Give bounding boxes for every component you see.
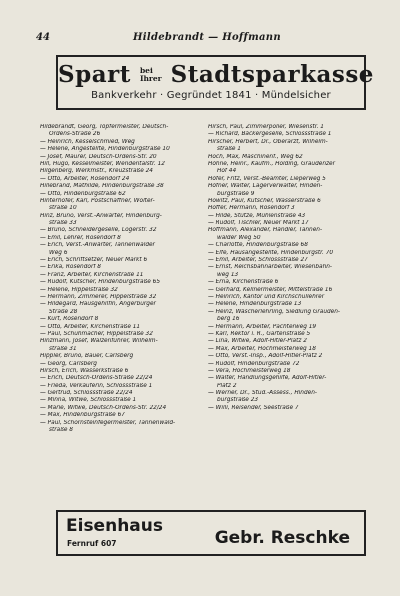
directory-entry: — Frieda, Verkäuferin, Schlossstraße 1 xyxy=(40,382,153,389)
directory-entry: Hoffer, Hermann, Rosendorf 3 xyxy=(208,205,295,212)
ad-small-ihrer: Ihrer xyxy=(139,73,162,83)
directory-entry: — Paul, Schornsteinfegermeister, Tannenwald- xyxy=(40,419,176,426)
directory-entry: — Heinrich, Kesselschmied, Weg xyxy=(40,138,135,145)
directory-entry: — Lina, Witwe, Adolf-Hitler-Platz 2 xyxy=(208,338,307,345)
directory-entry: Hinterhofer, Karl, Postschaffner, Wolter- xyxy=(40,197,155,204)
directory-entry: Hirscher, Herbert, Dr., Oberarzt, Wilhelm- xyxy=(208,138,328,145)
directory-entry-continuation: straße 31 xyxy=(49,345,77,352)
directory-entry: — Rudolf, Hindenburgstraße 72 xyxy=(208,360,300,367)
directory-entry: Höfer, Fritz, Verst.-Beamter, Lieperweg 5 xyxy=(208,175,326,182)
directory-entry-continuation: straße 10 xyxy=(49,205,77,212)
stadtsparkasse-advertisement xyxy=(56,55,374,110)
directory-entry: — Otto, Hindenburgstraße 62 xyxy=(40,190,126,197)
directory-entry: Hoch, Max, Maschinenf., Weg 62 xyxy=(208,153,303,160)
ad-small-bei: bei xyxy=(139,65,153,75)
directory-entry: — Gerhard, Kellnermeister, Mittelstraße 16 xyxy=(208,286,333,293)
ad-tagline: Bankverkehr · Gegründet 1841 · Mündelsicher xyxy=(91,90,331,101)
directory-entry: — Helene, Hindenburgstraße 13 xyxy=(208,301,302,308)
ad-word-spart: Spart xyxy=(58,61,131,88)
directory-entry-continuation: burgstraße 23 xyxy=(217,397,259,404)
directory-entry: — Josef, Maurer, Deutsch-Ordens-Str. 20 xyxy=(40,153,157,160)
directory-entry: — Heinz, Wäscherlehrling, Siedlung Grauden- xyxy=(208,308,341,315)
directory-entry: Höhne, Heinr., Kaufm., Holding, Graudenzer xyxy=(208,160,335,167)
directory-entry: — Hilde, Stütze, Mühlenstraße 43 xyxy=(208,212,306,219)
directory-entry: — Erika, Rosendorf 8 xyxy=(40,264,101,271)
page-header xyxy=(36,32,378,46)
directory-entry: Howitz, Paul, Kutscher, Wasserstraße 6 xyxy=(208,197,321,204)
directory-entry-continuation: berg 16 xyxy=(217,316,240,323)
directory-entry: — Charlotte, Hindenburgstraße 68 xyxy=(208,242,308,249)
directory-entry: — Walter, Handlungsgehilfe, Adolf-Hitler- xyxy=(208,375,327,382)
directory-entry: Hoffmann, Alexander, Händler, Tannen- xyxy=(208,227,323,234)
directory-entry-continuation: Weg 6 xyxy=(49,249,68,256)
directory-entry: — Emil, Lehrer, Rosendorf 8 xyxy=(40,234,121,241)
directory-entry: — Werner, Dr., Stud.-Assess., Hinden- xyxy=(208,390,317,397)
directory-entry: — Elfe, Hausangestellte, Hindenburgstr. 70 xyxy=(208,249,334,256)
directory-entry: — Marie, Witwe, Deutsch-Ordens-Str. 22/24 xyxy=(40,404,167,411)
directory-entry: — Hermann, Arbeiter, Pachterweg 19 xyxy=(208,323,317,330)
directory-entry: — Max, Hindenburgstraße 67 xyxy=(40,412,125,419)
directory-entry: — Hildegard, Hausgehilfin, Angerburger xyxy=(40,301,156,308)
directory-entry: — Otto, Arbeiter, Rosendorf 24 xyxy=(40,175,130,182)
directory-entry-continuation: Straße 28 xyxy=(49,308,78,315)
directory-column-left xyxy=(40,124,200,434)
directory-entry: — Erna, Kirchenstraße 6 xyxy=(208,279,279,286)
directory-entry: — Georg, Carlsberg xyxy=(40,360,97,367)
page-number: 44 xyxy=(36,32,50,43)
directory-entry: — Bruno, Schneidergeselle, Logerstr. 32 xyxy=(40,227,157,234)
running-title: Hildebrandt — Hoffmann xyxy=(133,32,281,43)
directory-entry-continuation: straße 33 xyxy=(49,220,77,227)
directory-entry: — Otto, Arbeiter, Kirchenstraße 11 xyxy=(40,323,141,330)
directory-entry: Hirsch, Paul, Zimmerpolier, Wiesenstr. 1 xyxy=(208,124,324,130)
directory-entry-continuation: burgstraße 9 xyxy=(217,190,255,197)
directory-entry: — Kurt, Rosendorf 8 xyxy=(40,316,99,323)
directory-column-right xyxy=(208,124,378,412)
ad-word-stadtsparkasse: Stadtsparkasse xyxy=(170,61,374,88)
directory-entry: — Franz, Arbeiter, Kirchenstraße 11 xyxy=(40,271,144,278)
directory-entry: Hinzmann, Josef, Walzenführer, Wilhelm- xyxy=(40,338,158,345)
directory-entry: — Rudolf, Kutscher, Hindenburgstraße 65 xyxy=(40,279,161,286)
directory-entry: — Karl, Rektor i. R., Gartenstraße 5 xyxy=(208,330,311,337)
directory-entry: — Helene, Hippelstraße 32 xyxy=(40,286,118,293)
directory-entry: — Ernst, Reichsbahnarbeiter, Wiesenbahn- xyxy=(208,264,333,271)
ad-phone: Fernruf 607 xyxy=(67,539,117,548)
directory-entry: — Heinrich, Kantor und Kirchschullehrer xyxy=(208,293,325,300)
ad-headline xyxy=(58,61,374,88)
directory-entry: Hirsch, Erich, Wasserkstraße 6 xyxy=(40,367,129,374)
ad-reschke: Gebr. Reschke xyxy=(214,528,350,548)
directory-entry: — Erich, Schriftsetzer, Neuer Markt 6 xyxy=(40,257,148,264)
directory-entry: Hinz, Bruno, Verst.-Anwärter, Hindenburg- xyxy=(40,212,162,219)
directory-entry: Höfner, Walter, Lagerverwalter, Hinden- xyxy=(208,183,323,190)
directory-entry: — Erich, Verst.-Anwärter, Tannenwalder xyxy=(40,242,155,249)
ad-small-words xyxy=(140,67,162,83)
directory-entry-continuation: walder Weg 50 xyxy=(217,234,261,241)
directory-entry: — Otto, Verst.-Insp., Adolf-Hitler-Platz 2 xyxy=(208,353,323,360)
ad-eisenhaus: Eisenhaus xyxy=(66,516,163,536)
directory-entry: Hippler, Bruno, Bauer, Carlsberg xyxy=(40,353,134,360)
directory-entry: Hill, Hugo, Kesselmeister, Wendentalstr. 12 xyxy=(40,160,165,167)
directory-entry: Hilgenberg, Werkmstr., Kreuzstraße 24 xyxy=(40,168,153,175)
directory-entry: — Vera, Hochmeisterweg 18 xyxy=(208,367,291,374)
directory-entry: — Hermann, Zimmerer, Hippelstraße 32 xyxy=(40,293,157,300)
directory-entry: — Max, Arbeiter, Hochmeisterweg 18 xyxy=(208,345,316,352)
directory-entry: — Minna, Witwe, Schlossstraße 1 xyxy=(40,397,137,404)
directory-entry: — Gertrud, Schlossstraße 22/24 xyxy=(40,390,133,397)
directory-entry: — Richard, Bäckergeselle, Schlossstraße 1 xyxy=(208,131,332,138)
directory-entry: — Paul, Schuhmacher, Hippelstraße 32 xyxy=(40,330,153,337)
eisenhaus-advertisement xyxy=(56,510,366,556)
directory-entry-continuation: straße 8 xyxy=(49,427,73,434)
directory-entry: — Helene, Angestellte, Hindenburgstraße 10 xyxy=(40,146,170,153)
directory-entry: — Rudolf, Tischler, Neuer Markt 17 xyxy=(208,220,309,227)
directory-entry: Hillebrand, Mathilde, Hindenburgstraße 38 xyxy=(40,183,164,190)
directory-entry: — Emil, Arbeiter, Schlossstraße 27 xyxy=(208,257,308,264)
directory-entry: — Erich, Deutsch-Ordens-Straße 22/24 xyxy=(40,375,153,382)
directory-entry-continuation: weg 13 xyxy=(217,271,239,278)
directory-entry: Hildebrandt, Georg, Töpfermeister, Deutsch- xyxy=(40,124,169,130)
directory-entry: — Willi, Reisender, Seestraße 7 xyxy=(208,404,299,411)
directory-entry-continuation: straße 1 xyxy=(217,146,241,153)
directory-entry-continuation: Ordens-Straße 26 xyxy=(49,131,101,138)
directory-entry-continuation: Hof 44 xyxy=(217,168,237,175)
directory-entry-continuation: Platz 2 xyxy=(217,382,237,389)
